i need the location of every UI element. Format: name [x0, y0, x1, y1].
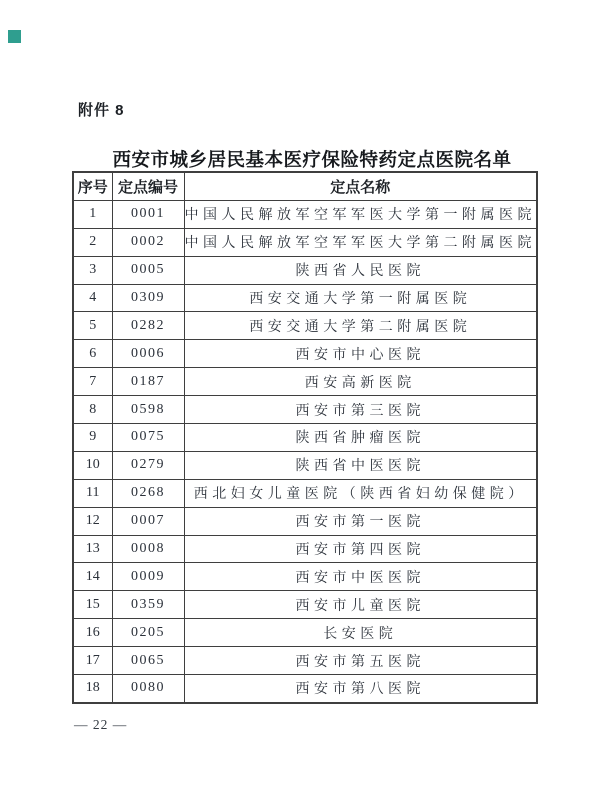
site-code-cell: 0268	[112, 479, 184, 507]
site-name-cell: 中国人民解放军空军军医大学第一附属医院	[184, 200, 537, 228]
row-index-cell: 11	[73, 479, 112, 507]
site-name-cell: 西安市第四医院	[184, 535, 537, 563]
site-code-cell: 0005	[112, 256, 184, 284]
table-row	[73, 479, 537, 507]
site-code-cell: 0006	[112, 340, 184, 368]
row-index-cell: 7	[73, 368, 112, 396]
site-name-cell: 陕西省中医医院	[184, 451, 537, 479]
table-row	[73, 284, 537, 312]
table-row	[73, 256, 537, 284]
site-code-cell: 0598	[112, 396, 184, 424]
site-code-cell: 0008	[112, 535, 184, 563]
site-code-cell: 0282	[112, 312, 184, 340]
table-row	[73, 675, 537, 703]
row-index-cell: 8	[73, 396, 112, 424]
table-header-row	[73, 172, 537, 200]
attachment-label: 附件 8	[78, 102, 125, 119]
site-name-cell: 中国人民解放军空军军医大学第二附属医院	[184, 228, 537, 256]
page-title: 西安市城乡居民基本医疗保险特药定点医院名单	[112, 149, 512, 170]
site-name-cell: 陕西省人民医院	[184, 256, 537, 284]
site-name-cell: 西安市儿童医院	[184, 591, 537, 619]
table-row	[73, 312, 537, 340]
site-name-cell: 陕西省肿瘤医院	[184, 424, 537, 452]
row-index-cell: 14	[73, 563, 112, 591]
header-site-code: 定点编号	[112, 172, 184, 200]
header-site-name: 定点名称	[184, 172, 537, 200]
row-index-cell: 12	[73, 507, 112, 535]
site-name-cell: 西安市中医医院	[184, 563, 537, 591]
site-name-cell: 西安市第一医院	[184, 507, 537, 535]
row-index-cell: 17	[73, 647, 112, 675]
site-name-cell: 西安市第五医院	[184, 647, 537, 675]
site-code-cell: 0187	[112, 368, 184, 396]
site-code-cell: 0359	[112, 591, 184, 619]
site-code-cell: 0065	[112, 647, 184, 675]
site-code-cell: 0001	[112, 200, 184, 228]
row-index-cell: 9	[73, 424, 112, 452]
site-name-cell: 长安医院	[184, 619, 537, 647]
table-row	[73, 591, 537, 619]
table-row	[73, 200, 537, 228]
table-row	[73, 368, 537, 396]
site-code-cell: 0080	[112, 675, 184, 703]
row-index-cell: 5	[73, 312, 112, 340]
table-row	[73, 535, 537, 563]
table-row	[73, 507, 537, 535]
site-name-cell: 西安交通大学第二附属医院	[184, 312, 537, 340]
site-code-cell: 0309	[112, 284, 184, 312]
table-row	[73, 451, 537, 479]
teal-corner-marker	[8, 30, 21, 43]
row-index-cell: 13	[73, 535, 112, 563]
table-row	[73, 647, 537, 675]
row-index-cell: 6	[73, 340, 112, 368]
site-code-cell: 0002	[112, 228, 184, 256]
site-name-cell: 西安交通大学第一附属医院	[184, 284, 537, 312]
table-row	[73, 396, 537, 424]
header-index: 序号	[73, 172, 112, 200]
site-code-cell: 0279	[112, 451, 184, 479]
table-row	[73, 619, 537, 647]
row-index-cell: 10	[73, 451, 112, 479]
site-name-cell: 西北妇女儿童医院（陕西省妇幼保健院）	[184, 479, 537, 507]
site-code-cell: 0075	[112, 424, 184, 452]
table-row	[73, 563, 537, 591]
table-row	[73, 228, 537, 256]
row-index-cell: 15	[73, 591, 112, 619]
hospital-table	[72, 171, 538, 704]
site-code-cell: 0007	[112, 507, 184, 535]
row-index-cell: 2	[73, 228, 112, 256]
row-index-cell: 16	[73, 619, 112, 647]
table-body	[73, 200, 537, 703]
site-name-cell: 西安市第八医院	[184, 675, 537, 703]
site-name-cell: 西安市中心医院	[184, 340, 537, 368]
site-name-cell: 西安市第三医院	[184, 396, 537, 424]
site-name-cell: 西安高新医院	[184, 368, 537, 396]
row-index-cell: 18	[73, 675, 112, 703]
row-index-cell: 1	[73, 200, 112, 228]
table-row	[73, 340, 537, 368]
page-number: — 22 —	[74, 717, 128, 732]
site-code-cell: 0009	[112, 563, 184, 591]
row-index-cell: 4	[73, 284, 112, 312]
table-row	[73, 424, 537, 452]
row-index-cell: 3	[73, 256, 112, 284]
site-code-cell: 0205	[112, 619, 184, 647]
